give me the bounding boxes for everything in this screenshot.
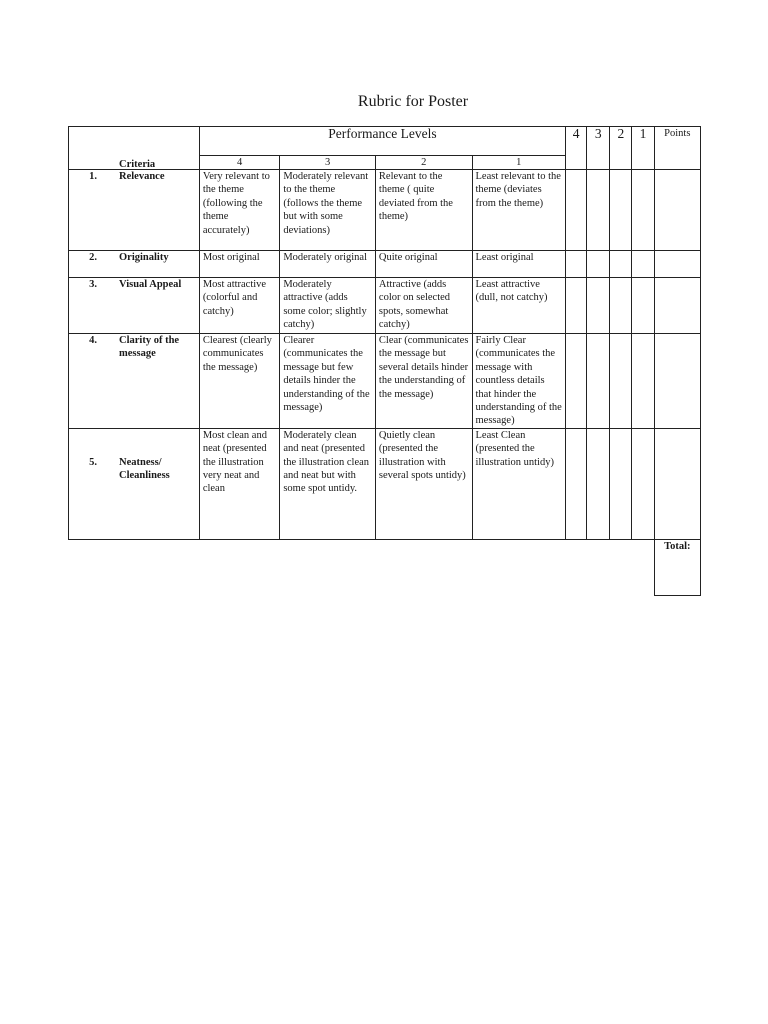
- descriptor-level-3: Moderately original: [280, 251, 376, 278]
- rubric-row-originality: [69, 251, 701, 278]
- descriptor-level-1: Fairly Clear (communicates the message with countless details that hinder the understanding of the message): [472, 334, 566, 429]
- score-cell-3[interactable]: [587, 428, 610, 539]
- descriptor-level-3: Moderately attractive (adds some color; slightly catchy): [280, 278, 376, 334]
- score-cell-2[interactable]: [610, 334, 632, 429]
- descriptor-level-2: Quite original: [375, 251, 472, 278]
- criterion-cell: [69, 428, 200, 539]
- score-cell-4[interactable]: [566, 334, 587, 429]
- level-2-header: 2: [375, 156, 472, 170]
- criterion-name: Visual Appeal: [119, 279, 182, 290]
- score-column-4-header: 4: [566, 127, 587, 170]
- level-3-header: 3: [280, 156, 376, 170]
- score-cell-2[interactable]: [610, 278, 632, 334]
- score-cell-3[interactable]: [587, 278, 610, 334]
- criterion-number: 4.: [89, 335, 97, 346]
- performance-levels-header: Performance Levels: [199, 127, 565, 156]
- criteria-column-label: Criteria: [119, 159, 156, 170]
- descriptor-level-1: Least relevant to the theme (deviates from the theme): [472, 170, 566, 251]
- score-column-1-header: 1: [632, 127, 654, 170]
- score-cell-4[interactable]: [566, 251, 587, 278]
- descriptor-level-3: Moderately clean and neat (presented the illustration clean and neat but with some spot untidy.: [280, 428, 376, 539]
- score-cell-2[interactable]: [610, 251, 632, 278]
- score-cell-1[interactable]: [632, 428, 654, 539]
- criterion-name: Originality: [119, 252, 169, 263]
- points-cell[interactable]: [654, 334, 700, 429]
- descriptor-level-4: Most original: [199, 251, 280, 278]
- criterion-name: Clarity of the message: [119, 335, 180, 360]
- header-row-performance: [69, 127, 701, 156]
- score-cell-4[interactable]: [566, 278, 587, 334]
- rubric-table: [68, 126, 701, 596]
- descriptor-level-3: Moderately relevant to the theme (follows the theme but with some deviations): [280, 170, 376, 251]
- points-cell[interactable]: [654, 428, 700, 539]
- descriptor-level-3: Clearer (communicates the message but few details hinder the understanding of the message): [280, 334, 376, 429]
- rubric-row-relevance: [69, 170, 701, 251]
- rubric-row-visual-appeal: [69, 278, 701, 334]
- descriptor-level-2: Relevant to the theme ( quite deviated from the theme): [375, 170, 472, 251]
- descriptor-level-4: Clearest (clearly communicates the message): [199, 334, 280, 429]
- criterion-number: 2.: [89, 252, 97, 263]
- score-cell-2[interactable]: [610, 428, 632, 539]
- descriptor-level-4: Most attractive (colorful and catchy): [199, 278, 280, 334]
- criterion-number: 3.: [89, 279, 97, 290]
- score-column-2-header: 2: [610, 127, 632, 170]
- level-1-header: 1: [472, 156, 566, 170]
- points-cell[interactable]: [654, 251, 700, 278]
- criterion-cell: [69, 251, 200, 278]
- criterion-cell: [69, 159, 200, 251]
- score-cell-3[interactable]: [587, 170, 610, 251]
- criterion-name: Neatness/ Cleanliness: [119, 456, 170, 482]
- criterion-number: 5.: [89, 456, 97, 468]
- criterion-cell: [69, 334, 200, 429]
- score-column-3-header: 3: [587, 127, 610, 170]
- score-cell-2[interactable]: [610, 170, 632, 251]
- score-cell-1[interactable]: [632, 170, 654, 251]
- total-row: [69, 539, 701, 595]
- descriptor-level-4: Most clean and neat (presented the illustration very neat and clean: [199, 428, 280, 539]
- total-label[interactable]: Total:: [654, 539, 700, 595]
- rubric-row-clarity: [69, 334, 701, 429]
- points-column-header: Points: [654, 127, 700, 170]
- descriptor-level-2: Clear (communicates the message but several details hinder the understanding of the message): [375, 334, 472, 429]
- points-cell[interactable]: [654, 170, 700, 251]
- criterion-number: 1.: [89, 171, 97, 182]
- descriptor-level-2: Quietly clean (presented the illustration with several spots untidy): [375, 428, 472, 539]
- descriptor-level-1: Least original: [472, 251, 566, 278]
- rubric-row-neatness: [69, 428, 701, 539]
- criterion-cell: [69, 278, 200, 334]
- level-4-header: 4: [199, 156, 280, 170]
- score-cell-3[interactable]: [587, 251, 610, 278]
- score-cell-3[interactable]: [587, 334, 610, 429]
- points-cell[interactable]: [654, 278, 700, 334]
- criterion-name: Relevance: [119, 171, 165, 182]
- page-title: Rubric for Poster: [357, 93, 469, 110]
- descriptor-level-1: Least attractive (dull, not catchy): [472, 278, 566, 334]
- score-cell-4[interactable]: [566, 170, 587, 251]
- descriptor-level-4: Very relevant to the theme (following the theme accurately): [199, 170, 280, 251]
- descriptor-level-1: Least Clean (presented the illustration untidy): [472, 428, 566, 539]
- descriptor-level-2: Attractive (adds color on selected spots, somewhat catchy): [375, 278, 472, 334]
- score-cell-4[interactable]: [566, 428, 587, 539]
- score-cell-1[interactable]: [632, 278, 654, 334]
- score-cell-1[interactable]: [632, 334, 654, 429]
- score-cell-1[interactable]: [632, 251, 654, 278]
